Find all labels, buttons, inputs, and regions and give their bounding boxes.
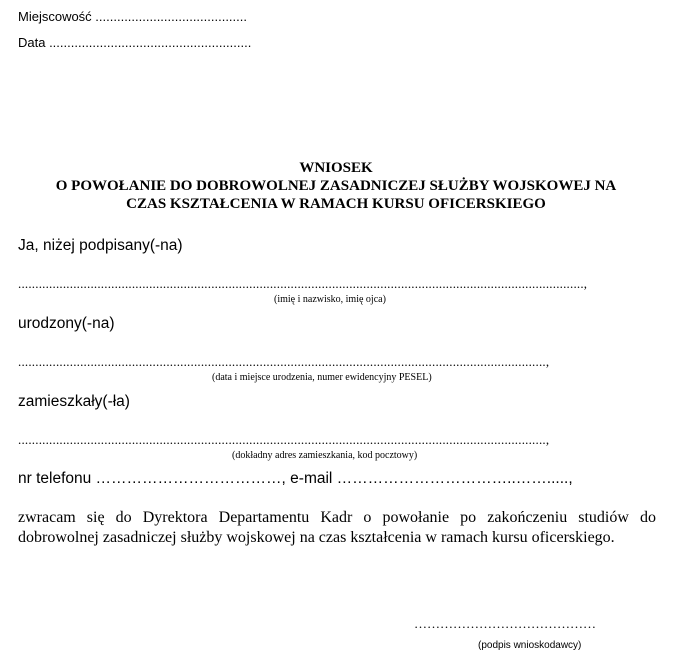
birth-dotted-line: .........................................................................................................................................................,	[18, 354, 550, 369]
contact-line: nr telefonu ………………………………, e-mail ……………………………..…….....,	[18, 470, 573, 487]
document-subtitle-line-2: CZAS KSZTAŁCENIA W RAMACH KURSU OFICERSKIEGO	[126, 196, 546, 212]
name-caption: (imię i nazwisko, imię ojca)	[274, 294, 386, 305]
signature-caption: (podpis wnioskodawcy)	[478, 640, 582, 651]
place-field: Miejscowość ..........................................	[18, 9, 247, 24]
request-text-line-2: dobrowolnej zasadniczej służby wojskowej na czas kształcenia w ramach kursu oficerskiego.	[18, 529, 615, 546]
birth-label: urodzony(-na)	[18, 315, 115, 332]
address-label: zamieszkały(-ła)	[18, 393, 130, 410]
date-field: Data ........................................................	[18, 35, 252, 50]
name-label: Ja, niżej podpisany(-na)	[18, 237, 183, 254]
address-dotted-line: .........................................................................................................................................................,	[18, 432, 550, 447]
birth-caption: (data i miejsce urodzenia, numer ewidencyjny PESEL)	[212, 372, 432, 383]
document-title: WNIOSEK	[299, 160, 373, 176]
signature-dotted-line: ……………………………………	[414, 616, 596, 631]
request-text-line-1: zwracam się do Dyrektora Departamentu Kadr o powołanie po zakończeniu studiów do	[18, 509, 656, 526]
address-caption: (dokładny adres zamieszkania, kod pocztowy)	[232, 450, 418, 461]
name-dotted-line: ....................................................................................................................................................................,	[18, 276, 588, 291]
document-subtitle-line-1: O POWOŁANIE DO DOBROWOLNEJ ZASADNICZEJ SŁUŻBY WOJSKOWEJ NA	[55, 178, 617, 194]
